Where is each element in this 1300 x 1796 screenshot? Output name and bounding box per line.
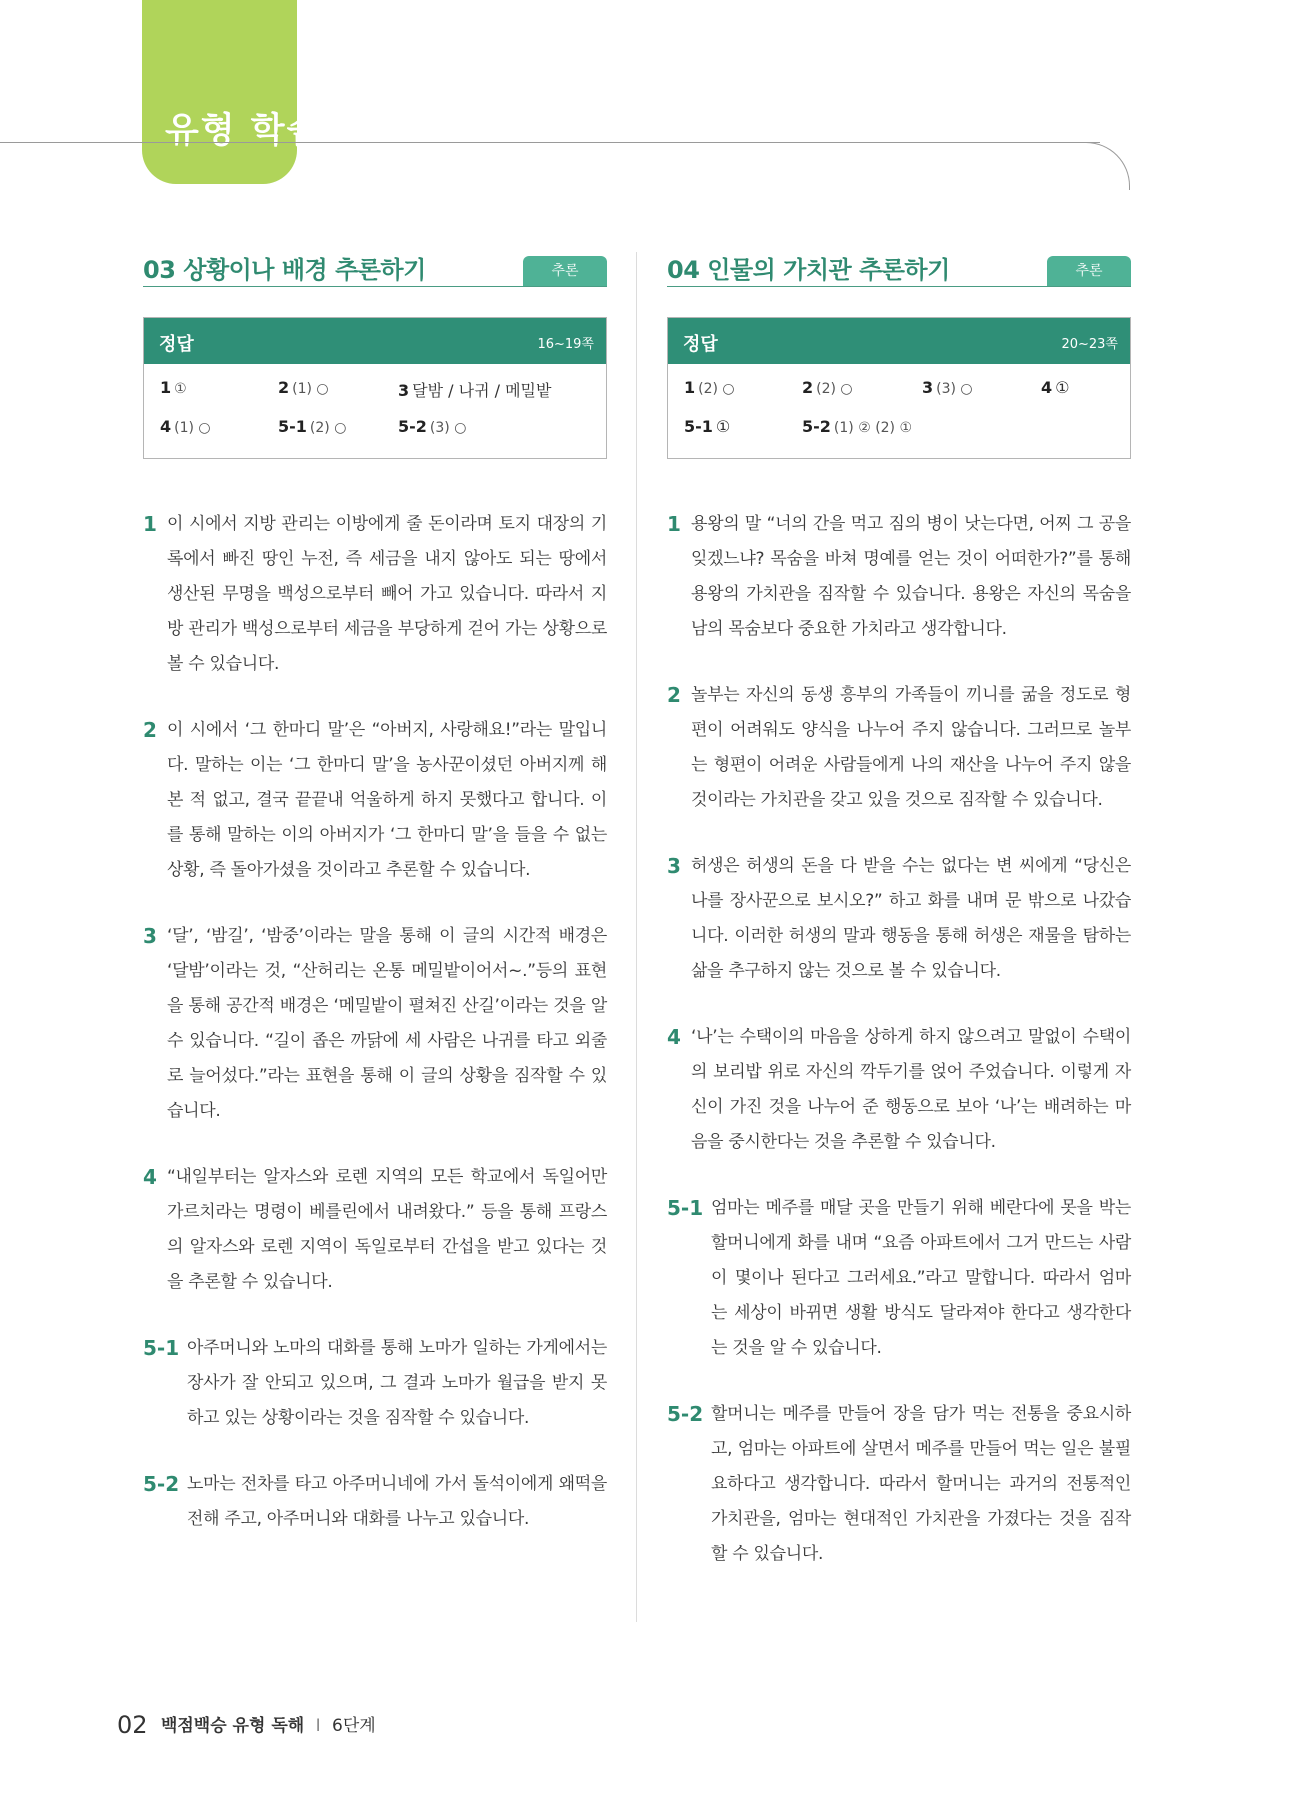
explanation-number: 3 [667,854,681,878]
section-title: 04 인물의 가치관 추론하기 [667,256,950,284]
explanation-number: 5-2 [143,1472,180,1496]
explanation-item [667,1397,1131,1572]
explanation-text: 엄마는 메주를 매달 곳을 만들기 위해 베란다에 못을 박는 할머니에게 화를 내며 “요즘 아파트에서 그거 만드는 사람이 몇이나 된다고 그러세요.”라고 말합니다. 따라서 엄마는 세상이 바뀌면 생활 방식도 달라져야 한다고 생각한다는 것을 알 수 있습니다. [711,1198,1131,1358]
answer-box [143,317,607,459]
left-column [143,248,607,1568]
explanation-item [667,1191,1131,1366]
answer-item: 5-2 (1) ② (2) ① [802,417,913,436]
explanation-number: 4 [143,1165,157,1189]
explanation-number: 4 [667,1025,681,1049]
answer-item: 4 (1) ○ [160,417,211,436]
answer-grid [144,364,606,458]
section-header [143,248,607,287]
explanation-list [667,507,1131,1572]
answer-item: 2 (1) ○ [278,378,329,397]
explanation-text: 이 시에서 지방 관리는 이방에게 줄 돈이라며 토지 대장의 기록에서 빠진 땅인 누전, 즉 세금을 내지 않아도 되는 땅에서 생산된 무명을 백성으로부터 빼어 가고 있습니다. 따라서 지방 관리가 백성으로부터 세금을 부당하게 걷어 가는 상황으로 볼 수 있습니다. [167,514,607,674]
explanation-item [143,1160,607,1300]
header-rule-corner [1086,142,1130,190]
explanation-text: ‘달’, ‘밤길’, ‘밤중’이라는 말을 통해 이 글의 시간적 배경은 ‘달밤’이라는 것, “산허리는 온통 메밀밭이어서~.”등의 표현을 통해 공간적 배경은 ‘메밀밭이 펼쳐진 산길’이라는 것을 알 수 있습니다. “길이 좁은 까닭에 세 사람은 나귀를 타고 외줄로 늘어섰다.”라는 표현을 통해 이 글의 상황을 짐작할 수 있습니다. [167,926,607,1121]
explanation-item [143,1467,607,1537]
category-badge: 추론 [523,256,607,286]
explanation-item [143,507,607,682]
explanation-number: 1 [667,512,681,536]
answer-item: 1 (2) ○ [684,378,735,397]
answer-item: 5-1 ① [684,417,731,436]
explanation-number: 2 [143,718,157,742]
explanation-text: 노마는 전차를 타고 아주머니네에 가서 돌석이에게 왜떡을 전해 주고, 아주머니와 대화를 나누고 있습니다. [187,1474,607,1529]
explanation-item [667,678,1131,818]
footer-separator: I [315,1716,321,1736]
explanation-number: 2 [667,683,681,707]
answer-item: 1 ① [160,378,187,397]
answer-header [668,318,1130,364]
explanation-list [143,507,607,1537]
explanation-number: 5-1 [143,1336,180,1360]
section-title: 03 상황이나 배경 추론하기 [143,256,426,284]
answer-label: 정답 [683,334,718,355]
section-tab [142,0,297,184]
answer-item: 5-2 (3) ○ [398,417,467,436]
explanation-number: 3 [143,924,157,948]
explanation-number: 1 [143,512,157,536]
book-title: 백점백승 유형 독해 [160,1716,305,1736]
page-footer [117,1711,376,1739]
explanation-text: 이 시에서 ‘그 한마디 말’은 “아버지, 사랑해요!”라는 말입니다. 말하는 이는 ‘그 한마디 말’을 농사꾼이셨던 아버지께 해 본 적 없고, 결국 끝끝내 억울하게 하지 못했다고 합니다. 이를 통해 말하는 이의 아버지가 ‘그 한마디 말’을 들을 수 없는 상황, 즉 돌아가셨을 것이라고 추론할 수 있습니다. [167,720,607,880]
answer-pages: 20~23쪽 [1061,337,1118,352]
book-level: 6단계 [332,1716,376,1736]
explanation-item [143,919,607,1129]
answer-item: 3 (3) ○ [922,378,973,397]
explanation-number: 5-2 [667,1402,704,1426]
explanation-item [143,1331,607,1436]
answer-item: 2 (2) ○ [802,378,853,397]
explanation-item [667,1020,1131,1160]
explanation-text: 할머니는 메주를 만들어 장을 담가 먹는 전통을 중요시하고, 엄마는 아파트에 살면서 메주를 만들어 먹는 일은 불필요하다고 생각합니다. 따라서 할머니는 과거의 전통적인 가치관을, 엄마는 현대적인 가치관을 가졌다는 것을 짐작할 수 있습니다. [711,1404,1131,1564]
answer-item: 3 달밤 / 나귀 / 메밀밭 [398,381,552,400]
tab-title: 유형 학습 [165,111,323,151]
right-column [667,248,1131,1603]
explanation-text: 용왕의 말 “너의 간을 먹고 짐의 병이 낫는다면, 어찌 그 공을 잊겠느냐? 목숨을 바쳐 명예를 얻는 것이 어떠한가?”를 통해 용왕의 가치관을 짐작할 수 있습니다. 용왕은 자신의 목숨을 남의 목숨보다 중요한 가치라고 생각합니다. [691,514,1131,639]
section-header [667,248,1131,287]
explanation-item [667,507,1131,647]
answer-item: 4 ① [1041,378,1070,397]
explanation-text: 허생은 허생의 돈을 다 받을 수는 없다는 변 씨에게 “당신은 나를 장사꾼으로 보시오?” 하고 화를 내며 문 밖으로 나갔습니다. 이러한 허생의 말과 행동을 통해 허생은 재물을 탐하는 삶을 추구하지 않는 것으로 볼 수 있습니다. [691,856,1131,981]
explanation-text: 아주머니와 노마의 대화를 통해 노마가 일하는 가게에서는 장사가 잘 안되고 있으며, 그 결과 노마가 월급을 받지 못하고 있는 상황이라는 것을 짐작할 수 있습니다. [187,1338,607,1428]
explanation-text: ‘나’는 수택이의 마음을 상하게 하지 않으려고 말없이 수택이의 보리밥 위로 자신의 깍두기를 얹어 주었습니다. 이렇게 자신이 가진 것을 나누어 준 행동으로 보아 ‘나’는 배려하는 마음을 중시한다는 것을 추론할 수 있습니다. [691,1027,1131,1152]
page-number: 02 [117,1711,148,1739]
answer-pages: 16~19쪽 [537,337,594,352]
explanation-text: “내일부터는 알자스와 로렌 지역의 모든 학교에서 독일어만 가르치라는 명령이 베를린에서 내려왔다.” 등을 통해 프랑스의 알자스와 로렌 지역이 독일로부터 간섭을 받고 있다는 것을 추론할 수 있습니다. [167,1167,607,1292]
explanation-text: 놀부는 자신의 동생 흥부의 가족들이 끼니를 굶을 정도로 형편이 어려워도 양식을 나누어 주지 않습니다. 그러므로 놀부는 형편이 어려운 사람들에게 나의 재산을 나누어 주지 않을 것이라는 가치관을 갖고 있을 것으로 짐작할 수 있습니다. [691,685,1131,810]
answer-label: 정답 [159,334,194,355]
header-rule [0,142,1100,143]
column-divider [636,252,637,1622]
answer-header [144,318,606,364]
answer-box [667,317,1131,459]
explanation-item [667,849,1131,989]
answer-grid [668,364,1130,458]
category-badge: 추론 [1047,256,1131,286]
answer-item: 5-1 (2) ○ [278,417,347,436]
explanation-number: 5-1 [667,1196,704,1220]
explanation-item [143,713,607,888]
